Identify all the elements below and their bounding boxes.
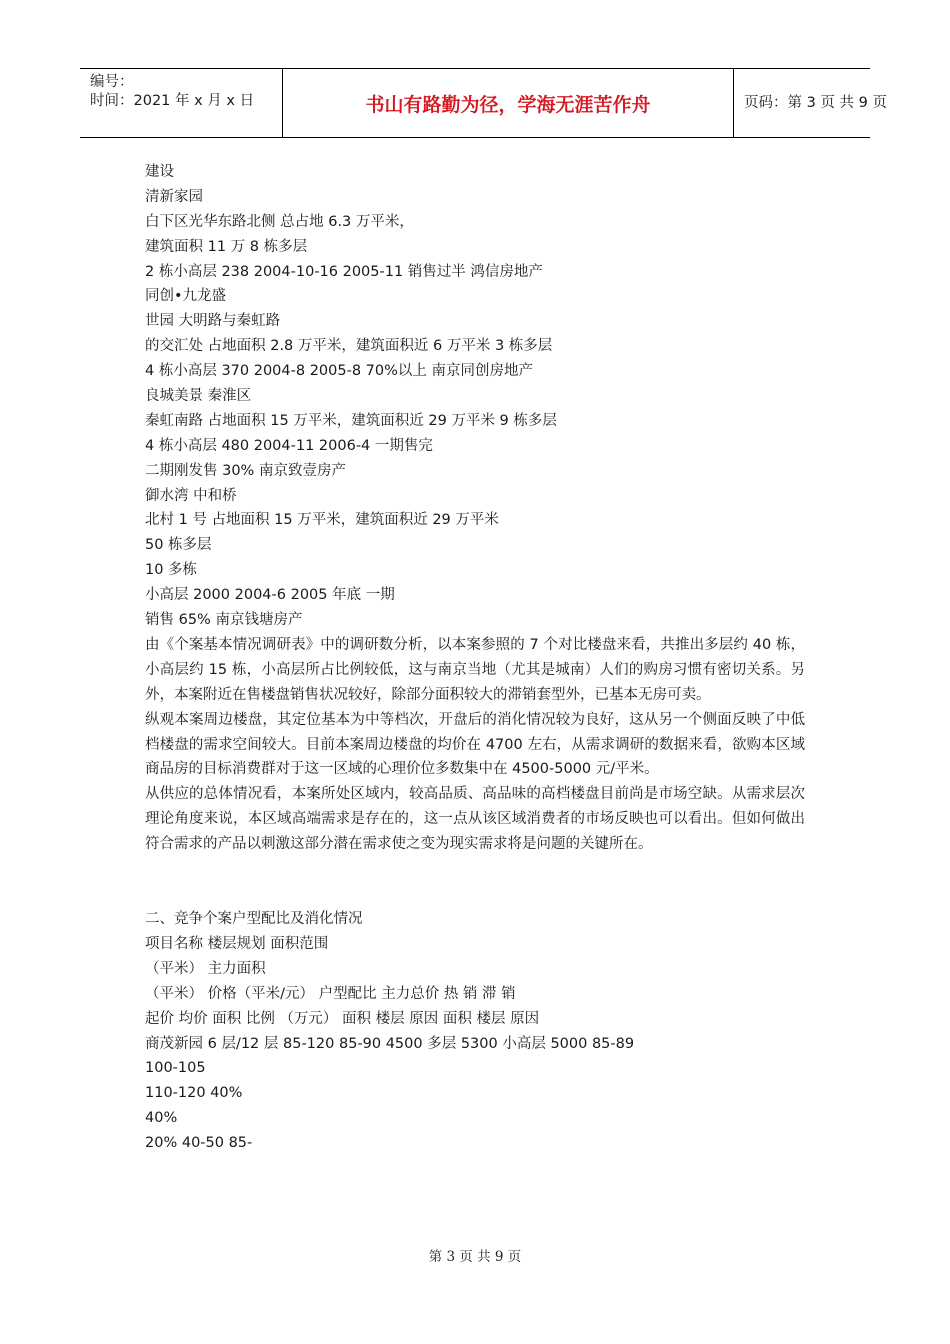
- text-line: 50 栋多层: [145, 537, 212, 554]
- header-right-cell: [734, 69, 887, 137]
- analysis-paragraph: 由《个案基本情况调研表》中的调研数分析，以本案参照的 7 个对比楼盘来看，共推出多层约 40 栋，小高层约 15 栋，小高层所占比例较低，这与南京当地（尤其是城南）人们的购房习惯有密切关系。另外，本案附近在售楼盘销售状况较好，除部分面积较大的滞销套型外，已基本无房可卖。: [145, 636, 805, 703]
- text-line: 小高层 2000 2004-6 2005 年底 一期: [145, 587, 395, 604]
- table-text-line: 项目名称 楼层规划 面积范围: [145, 935, 329, 952]
- text-line: 御水湾 中和桥: [145, 487, 237, 504]
- analysis-paragraph: 从供应的总体情况看，本案所处区域内，较高品质、高品味的高档楼盘目前尚是市场空缺。从需求层次理论角度来说，本区域高端需求是存在的，这一点从该区域消费者的市场反映也可以看出。但如何做出符合需求的产品以刺激这部分潜在需求使之变为现实需求将是问题的关键所在。: [145, 786, 805, 853]
- page-header: [80, 68, 887, 138]
- text-line: 北村 1 号 占地面积 15 万平米，建筑面积近 29 万平米: [145, 512, 499, 529]
- document-date: 时间：2021 年 x 月 x 日: [90, 93, 255, 109]
- table-text-line: 110-120 40%: [145, 1085, 243, 1102]
- text-line: 世园 大明路与秦虹路: [145, 313, 281, 330]
- document-body: [145, 160, 805, 1156]
- table-text-line: 20% 40-50 85-: [145, 1135, 253, 1152]
- text-line: 二期刚发售 30% 南京致壹房产: [145, 462, 346, 479]
- text-line: 秦虹南路 占地面积 15 万平米，建筑面积近 29 万平米 9 栋多层: [145, 412, 557, 429]
- text-line: 同创•九龙盛: [145, 288, 227, 305]
- text-line: 4 栋小高层 480 2004-11 2006-4 一期售完: [145, 437, 433, 454]
- table-text-line: （平米） 主力面积: [145, 960, 266, 977]
- table-text-line: 40%: [145, 1110, 178, 1127]
- header-page-info: 页码：第 3 页 共 9 页: [744, 95, 887, 111]
- section-heading: 二、竞争个案户型配比及消化情况: [145, 911, 363, 928]
- text-line: 销售 65% 南京钱塘房产: [145, 612, 303, 629]
- text-line: 建筑面积 11 万 8 栋多层: [145, 238, 308, 255]
- text-line: 良城美景 秦淮区: [145, 388, 252, 405]
- table-text-line: 100-105: [145, 1060, 206, 1077]
- table-text-line: 起价 均价 面积 比例 （万元） 面积 楼层 原因 面积 楼层 原因: [145, 1010, 540, 1027]
- header-middle-cell: [283, 69, 734, 137]
- spacer: [145, 857, 805, 907]
- table-text-line: 商茂新园 6 层/12 层 85-120 85-90 4500 多层 5300 小高层 5000 85-89: [145, 1035, 635, 1052]
- page-footer: 第 3 页 共 9 页: [428, 1249, 522, 1265]
- text-line: 2 栋小高层 238 2004-10-16 2005-11 销售过半 鸿信房地产: [145, 263, 543, 280]
- text-line: 白下区光华东路北侧 总占地 6.3 万平米，: [145, 213, 414, 230]
- text-line: 10 多栋: [145, 562, 198, 579]
- text-line: 建设: [145, 164, 174, 180]
- table-text-line: （平米） 价格（平米/元） 户型配比 主力总价 热 销 滞 销: [145, 985, 516, 1002]
- document-number-label: 编号：: [90, 74, 134, 90]
- header-motto: 书山有路勤为径，学海无涯苦作舟: [365, 94, 651, 116]
- text-line: 清新家园: [145, 188, 203, 205]
- analysis-paragraph: 纵观本案周边楼盘，其定位基本为中等档次，开盘后的消化情况较为良好，这从另一个侧面反映了中低档楼盘的需求空间较大。目前本案周边楼盘的均价在 4700 左右，从需求调研的数据来看，欲购本区域商品房的目标消费群对于这一区域的心理价位多数集中在 4500-5000 元/平米。: [145, 711, 805, 778]
- text-line: 的交汇处 占地面积 2.8 万平米，建筑面积近 6 万平米 3 栋多层: [145, 338, 553, 355]
- text-line: 4 栋小高层 370 2004-8 2005-8 70%以上 南京同创房地产: [145, 363, 534, 380]
- header-left-cell: [80, 69, 283, 137]
